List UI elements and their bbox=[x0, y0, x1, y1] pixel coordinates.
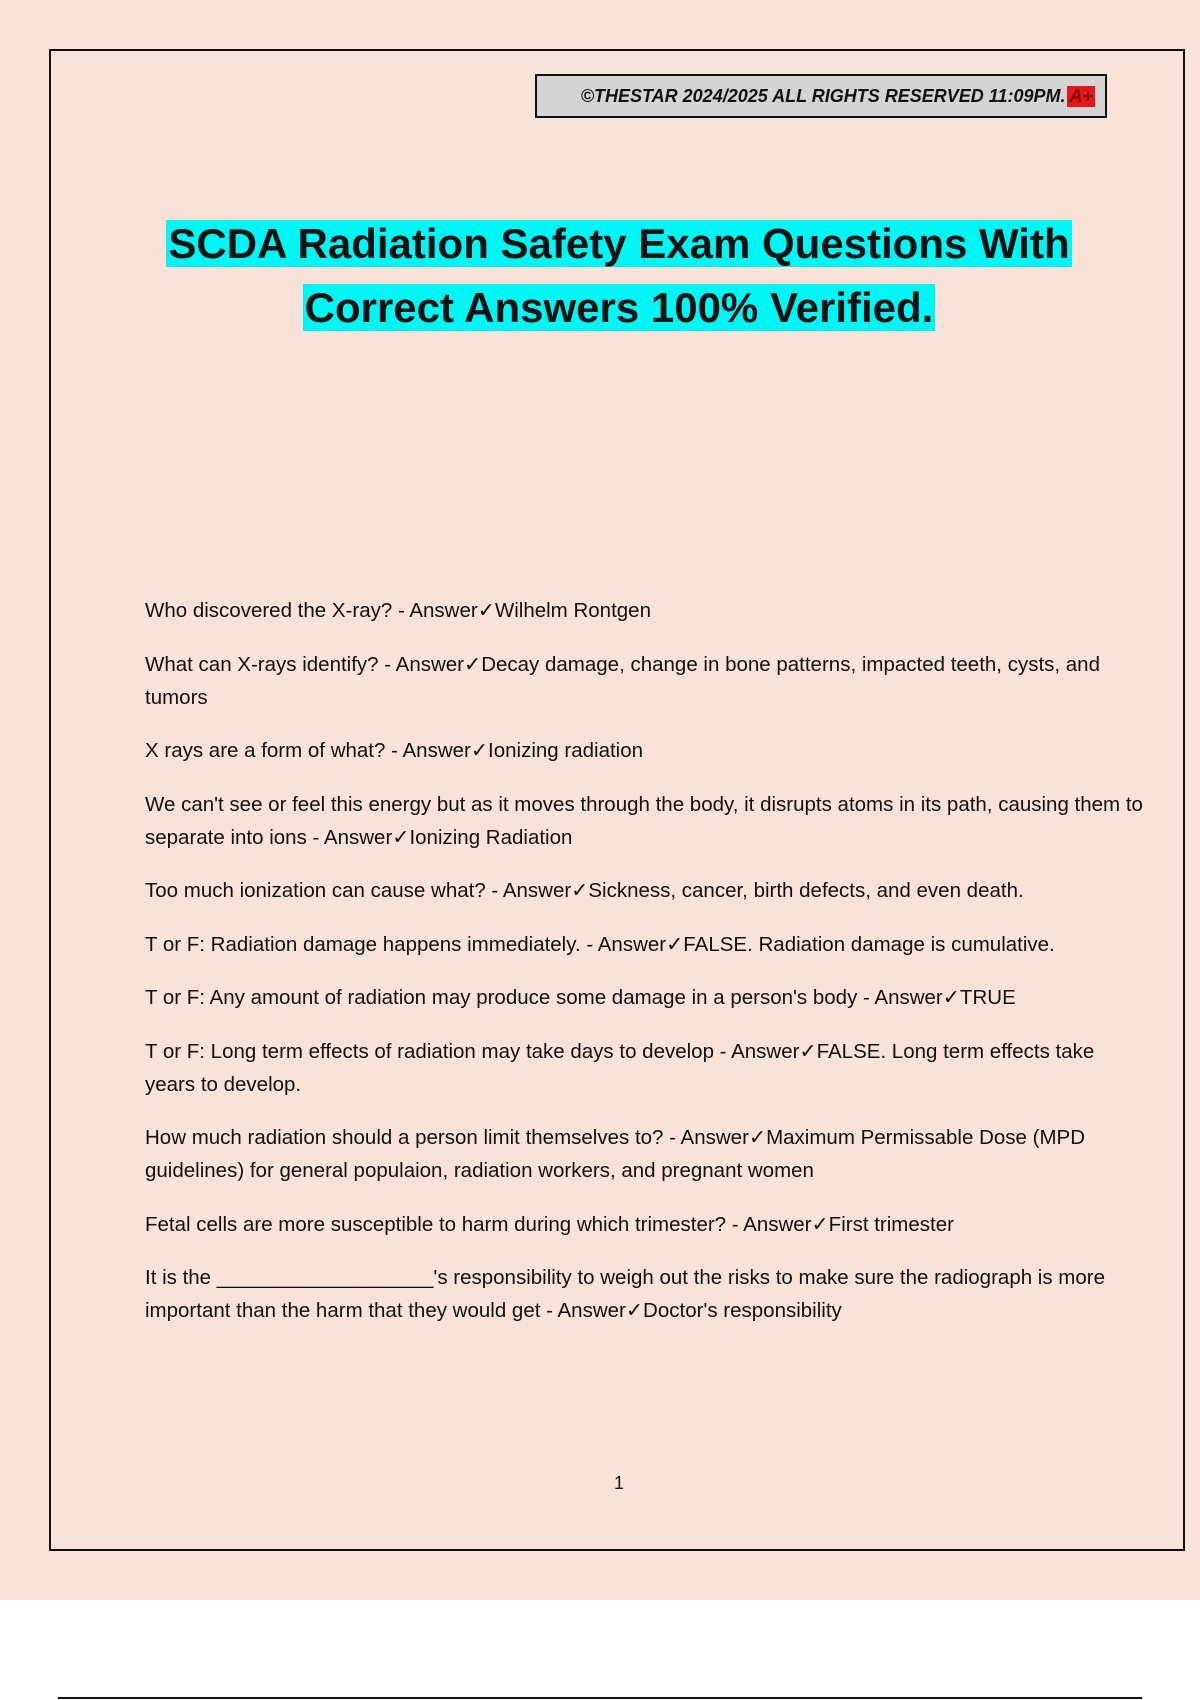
question-answer-list bbox=[145, 594, 1145, 1344]
page-border bbox=[49, 49, 1185, 1551]
title-line-2: Correct Answers 100% Verified. bbox=[304, 284, 934, 331]
qa-item: Fetal cells are more susceptible to harm during which trimester? - Answer✓First trimester bbox=[145, 1212, 954, 1236]
qa-item: Who discovered the X-ray? - Answer✓Wilhelm Rontgen bbox=[145, 599, 651, 622]
qa-item: Too much ionization can cause what? - Answer✓Sickness, cancer, birth defects, and even death. bbox=[145, 879, 1024, 902]
document-title bbox=[51, 212, 1187, 340]
qa-item: T or F: Radiation damage happens immediately. - Answer✓FALSE. Radiation damage is cumulative. bbox=[145, 932, 1055, 956]
qa-item: T or F: Any amount of radiation may produce some damage in a person's body - Answer✓TRUE bbox=[145, 986, 1016, 1009]
qa-item: It is the ___________________'s responsibility to weigh out the risks to make sure the radiograph is more important than the harm that they would get - Answer✓Doctor's responsibility bbox=[145, 1266, 1106, 1322]
qa-item: How much radiation should a person limit themselves to? - Answer✓Maximum Permissable Dose (MPD guidelines) for general populaion, radiation workers, and pregnant women bbox=[145, 1126, 1086, 1182]
qa-item: We can't see or feel this energy but as it moves through the body, it disrupts atoms in its path, causing them to separate into ions - Answer✓Ionizing Radiation bbox=[145, 792, 1143, 849]
copyright-header bbox=[535, 74, 1107, 118]
footer-divider bbox=[58, 1697, 1142, 1699]
copyright-text: ©THESTAR 2024/2025 ALL RIGHTS RESERVED 11:09PM. bbox=[580, 85, 1066, 106]
grade-badge: A+ bbox=[1069, 85, 1093, 106]
qa-item: T or F: Long term effects of radiation may take days to develop - Answer✓FALSE. Long term effects take years to develop. bbox=[145, 1039, 1095, 1096]
page-number: 1 bbox=[613, 1473, 624, 1493]
qa-item: What can X-rays identify? - Answer✓Decay damage, change in bone patterns, impacted teeth, cysts, and tumors bbox=[145, 652, 1100, 709]
title-line-1: SCDA Radiation Safety Exam Questions With bbox=[168, 220, 1070, 267]
qa-item: X rays are a form of what? - Answer✓Ionizing radiation bbox=[145, 739, 644, 762]
